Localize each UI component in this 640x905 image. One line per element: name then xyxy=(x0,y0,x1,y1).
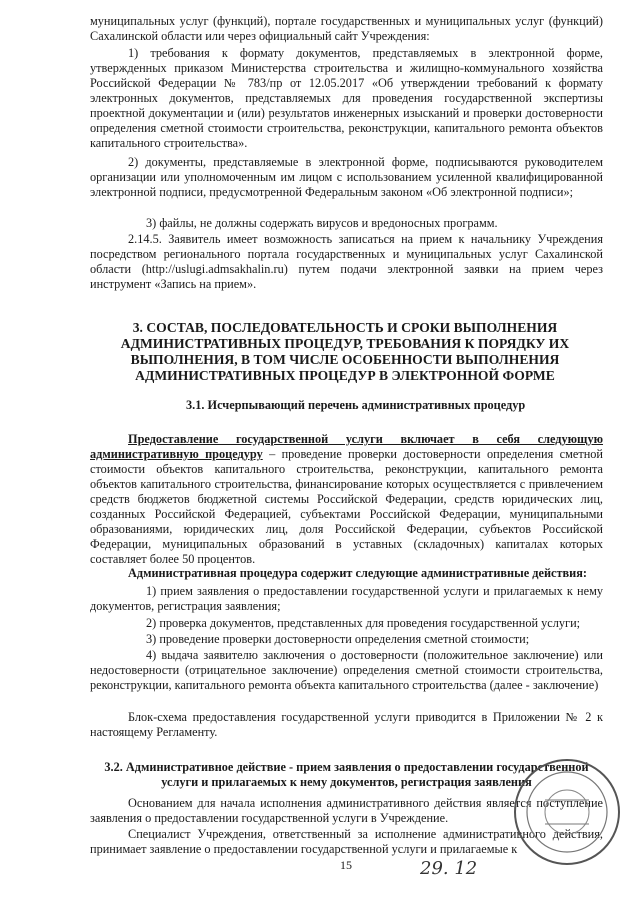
section-3-1-heading: 3.1. Исчерпывающий перечень административных процедур xyxy=(186,398,526,412)
action-item-2: 2) проверка документов, представленных для проведения государственной услуги; xyxy=(146,616,581,630)
procedure-description: – проведение проверки достоверности определения сметной стоимости объектов капитального строительства, реконструкции, капитального ремонта объектов капитального строительства, финансирование которых осуществляется с привлечением средств бюджетов бюджетной системы Российской Федерации, средств юридических лиц, созданных Российской Федерацией, субъектами Российской Федерации, муниципальными образованиями, юридических лиц, доля Российской Федерации, субъектов Российской Федерации, муниципальных образований в уставных (складочных) капиталах которых составляет более 50 процентов. xyxy=(90,447,604,566)
paragraph-actions-intro: Административная процедура содержит следующие административные действия: xyxy=(128,566,588,580)
paragraph-flowchart: Блок-схема предоставления государственной услуги приводится в Приложении № 2 к настоящему Регламенту. xyxy=(90,710,603,739)
section-3-2-heading: 3.2. Административное действие - прием заявления о предоставлении государственной услуги и прилагаемых к нему документов, регистрация заявления xyxy=(104,760,589,789)
paragraph-2-14-5: 2.14.5. Заявитель имеет возможность записаться на прием к начальнику Учреждения посредством регионального портала государственных и муниципальных услуг Сахалинской области (http://uslugi.admsakhalin.ru) путем подачи электронной заявки на прием через инструмент «Запись на прием». xyxy=(90,232,603,291)
paragraph-portal: муниципальных услуг (функций), портале государственных и муниципальных услуг (функций) Сахалинской области или через официальный сайт Учреждения: xyxy=(90,14,603,43)
paragraph-basis: Основанием для начала исполнения административного действия является поступление заявления о предоставлении государственной услуги в Учреждение. xyxy=(90,796,603,825)
section-3-heading: 3. СОСТАВ, ПОСЛЕДОВАТЕЛЬНОСТЬ И СРОКИ ВЫПОЛНЕНИЯ АДМИНИСТРАТИВНЫХ ПРОЦЕДУР, ТРЕБОВАНИЯ К ПОРЯДКУ ИХ ВЫПОЛНЕНИЯ, В ТОМ ЧИСЛЕ ОСОБЕННОСТИ ВЫПОЛНЕНИЯ АДМИНИСТРАТИВНЫХ ПРОЦЕДУР В ЭЛЕКТРОННОЙ ФОРМЕ xyxy=(120,320,570,383)
requirement-1: 1) требования к формату документов, представляемых в электронной форме, утвержденных приказом Министерства строительства и жилищно-коммунального хозяйства Российской Федерации № 783/пр от 12.05.2017 «Об утверждении требований к формату электронных документов, представляемых для проведения государственной экспертизы проектной документации и (или) результатов инженерных изысканий и проверки достоверности определения сметной стоимости строительства, реконструкции, капитального ремонта объектов капитального строительства». xyxy=(90,46,603,150)
round-stamp xyxy=(505,740,625,890)
handwritten-date: 29. 12 xyxy=(420,858,478,879)
paragraph-specialist: Специалист Учреждения, ответственный за исполнение административного действия, принимает заявление о предоставлении государственной услуги и прилагаемые к xyxy=(90,827,603,856)
paragraph-procedure xyxy=(90,432,603,567)
procedure-lead: Предоставление государственной услуги включает в себя следующую административную процедуру xyxy=(90,432,603,461)
requirement-3: 3) файлы, не должны содержать вирусов и вредоносных программ. xyxy=(146,216,498,230)
action-item-4: 4) выдача заявителю заключения о достоверности (положительное заключение) или недостоверности (отрицательное заключение) определения сметной стоимости строительства, реконструкции, капитального ремонта объекта капитального строительства (далее - заключение) xyxy=(90,648,603,692)
page-number: 15 xyxy=(340,858,352,872)
action-item-1: 1) прием заявления о предоставлении государственной услуги и прилагаемых к нему документов, регистрация заявления; xyxy=(90,584,603,613)
requirement-2: 2) документы, представляемые в электронной форме, подписываются руководителем организации или уполномоченным им лицом с использованием усиленной квалифицированной электронной подписи, предусмотренной Федеральным законом «Об электронной подписи»; xyxy=(90,155,603,199)
action-item-3: 3) проведение проверки достоверности определения сметной стоимости; xyxy=(146,632,530,646)
